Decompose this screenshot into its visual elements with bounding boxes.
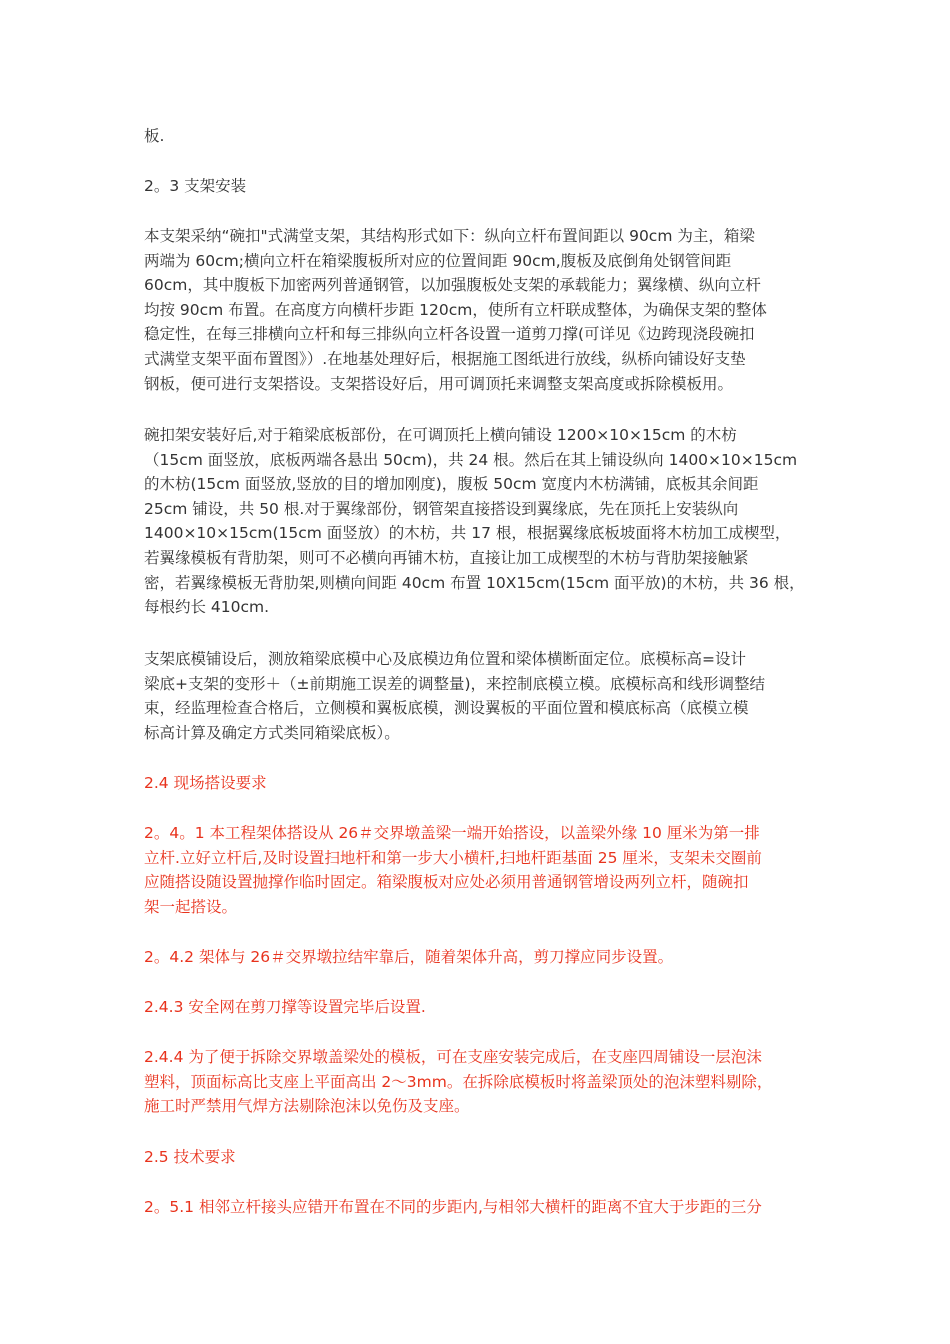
text-line: 1400×10×15cm(15cm 面竖放）的木枋，共 17 根，根据翼缘底板坡面将木枋加工成楔型，	[144, 524, 791, 543]
paragraph-2-4-2	[144, 945, 816, 970]
text-line: 2。4。1 本工程架体搭设从 26＃交界墩盖梁一端开始搭设，以盖梁外缘 10 厘米为第一排	[144, 824, 760, 842]
text-line: 束，经监理检查合格后，立侧模和翼板底模，测设翼板的平面位置和模底标高（底模立模	[144, 699, 749, 718]
paragraph-tail	[144, 124, 816, 149]
paragraph-2-5-1	[144, 1195, 816, 1220]
section-heading-2-3	[144, 174, 816, 199]
text-line: 本支架采纳“碗扣"式满堂支架，其结构形式如下：纵向立杆布置间距以 90cm 为主，箱梁	[144, 227, 755, 245]
section-heading-2-5	[144, 1145, 816, 1170]
paragraph-bottom-formwork	[144, 647, 816, 745]
paragraph-2-4-3	[144, 995, 816, 1020]
text-line: 若翼缘模板有背肋架，则可不必横向再铺木枋，直接让加工成楔型的木枋与背肋架接触紧	[144, 548, 749, 567]
text-line: 板.	[144, 127, 165, 145]
text-line: 2.4.4 为了便于拆除交界墩盖梁处的模板，可在支座安装完成后，在支座四周铺设一层泡沫	[144, 1048, 762, 1066]
text-line: 25cm 铺设，共 50 根.对于翼缘部份，钢管架直接搭设到翼缘底，先在顶托上安装纵向	[144, 499, 739, 518]
text-line: 标高计算及确定方式类同箱梁底板）。	[144, 723, 400, 742]
text-line: 稳定性，在每三排横向立杆和每三排纵向立杆各设置一道剪刀撑(可详见《边跨现浇段碗扣	[144, 325, 755, 344]
paragraph-2-4-1	[144, 821, 816, 919]
text-line: 2.4.3 安全网在剪刀撑等设置完毕后设置.	[144, 998, 426, 1016]
text-line: 均按 90cm 布置。在高度方向横杆步距 120cm，使所有立杆联成整体，为确保支架的整体	[144, 300, 767, 319]
text-line: 梁底+支架的变形＋（±前期施工误差的调整量)，来控制底模立模。底模标高和线形调整结	[144, 674, 766, 693]
text-line: 架一起搭设。	[144, 897, 238, 916]
text-line: （15cm 面竖放，底板两端各悬出 50cm)，共 24 根。然后在其上铺设纵向 1400×10×15cm	[144, 450, 798, 469]
text-line: 60cm，其中腹板下加密两列普通钢管，以加强腹板处支架的承载能力；翼缘横、纵向立杆	[144, 276, 761, 295]
text-line: 立杆.立好立杆后,及时设置扫地杆和第一步大小横杆,扫地杆距基面 25 厘米，支架未交圈前	[144, 848, 762, 867]
heading-text: 2.5 技术要求	[144, 1148, 236, 1166]
paragraph-2-4-4	[144, 1045, 816, 1119]
text-line: 式满堂支架平面布置图》）.在地基处理好后，根据施工图纸进行放线，纵桥向铺设好支垫	[144, 349, 746, 368]
text-line: 密，若翼缘模板无背肋架,则横向间距 40cm 布置 10X15cm(15cm 面平放)的木枋，共 36 根，	[144, 573, 805, 592]
heading-text: 2。3 支架安装	[144, 177, 247, 195]
text-line: 碗扣架安装好后,对于箱梁底板部份，在可调顶托上横向铺设 1200×10×15cm 的木枋	[144, 426, 737, 444]
text-line: 的木枋(15cm 面竖放,竖放的目的增加刚度)，腹板 50cm 宽度内木枋满铺，底板其余间距	[144, 475, 759, 494]
heading-text: 2.4 现场搭设要求	[144, 774, 267, 792]
text-line: 每根约长 410cm.	[144, 598, 270, 617]
text-line: 塑料，顶面标高比支座上平面高出 2～3mm。在拆除底模板时将盖梁顶处的泡沫塑料剔除，	[144, 1072, 773, 1091]
text-line: 支架底模铺设后，测放箱梁底模中心及底模边角位置和梁体横断面定位。底模标高=设计	[144, 650, 746, 668]
text-line: 2。4.2 架体与 26＃交界墩拉结牢靠后，随着架体升高，剪刀撑应同步设置。	[144, 948, 674, 966]
text-line: 钢板，便可进行支架搭设。支架搭设好后，用可调顶托来调整支架高度或拆除模板用。	[144, 374, 734, 393]
text-line: 2。5.1 相邻立杆接头应错开布置在不同的步距内,与相邻大横杆的距离不宜大于步距的三分	[144, 1198, 762, 1216]
text-line: 施工时严禁用气焊方法剔除泡沫以免伤及支座。	[144, 1097, 470, 1116]
paragraph-support-structure	[144, 224, 816, 396]
text-line: 两端为 60cm;横向立杆在箱梁腹板所对应的位置间距 90cm,腹板及底倒角处钢管间距	[144, 251, 732, 270]
paragraph-timber-laying	[144, 423, 816, 620]
section-heading-2-4	[144, 771, 816, 796]
text-line: 应随搭设随设置抛撑作临时固定。箱梁腹板对应处必须用普通钢管增设两列立杆，随碗扣	[144, 873, 749, 892]
